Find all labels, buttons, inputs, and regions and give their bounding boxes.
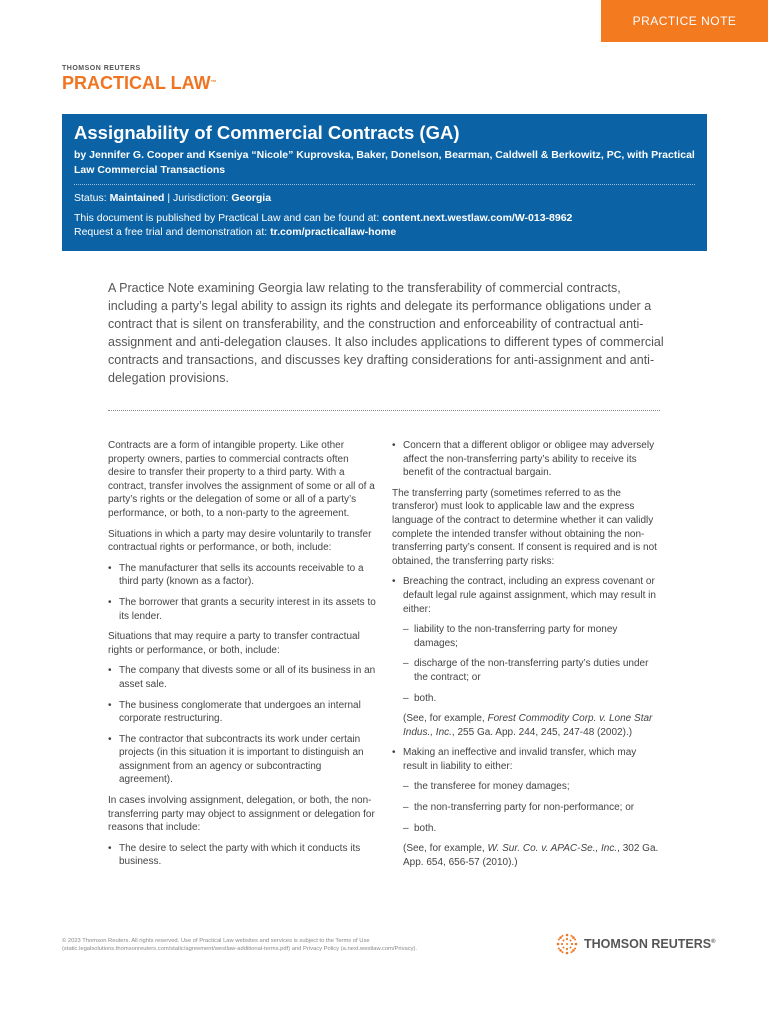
brand-publisher: THOMSON REUTERS <box>62 65 141 72</box>
document-title: Assignability of Commercial Contracts (GA) <box>74 122 460 143</box>
left-column <box>108 439 376 876</box>
dash-list <box>403 623 660 705</box>
copyright-notice: © 2023 Thomson Reuters. All rights reserved. Use of Practical Law websites and services is subject to the Terms of Use (static.legalsolutions.thomsonreuters.com/static/agreement/westlaw-additional-terms.pdf) and Privacy Policy (a.next.westlaw.com/Privacy). <box>62 938 418 952</box>
list-item: – discharge of the non-transferring party’s duties under the contract; or <box>403 657 660 684</box>
list-item: • Breaching the contract, including an express covenant or default legal rule against assignment, which may result in either: <box>392 575 660 616</box>
list-item: • The business conglomerate that undergoes an internal corporate restructuring. <box>108 699 376 726</box>
practical-law-logo <box>62 65 217 94</box>
dash-list <box>403 780 660 835</box>
bullet-list <box>108 562 376 623</box>
practice-note-badge: PRACTICE NOTE <box>601 0 768 42</box>
citation: (See, for example, Forest Commodity Corp. v. Lone Star Indus., Inc., 255 Ga. App. 244, 245, 247-48 (2002).) <box>403 713 653 738</box>
bullet-list <box>392 746 660 773</box>
list-item: • Concern that a different obligor or obligee may adversely affect the non-transferring party’s ability to receive its benefit of the contractual bargain. <box>392 439 660 480</box>
document-link[interactable]: content.next.westlaw.com/W-013-8962 <box>382 212 573 224</box>
list-item: • The contractor that subcontracts its work under certain projects (in this situation it is important to distinguish an assignment from an agency or subcontracting agreement). <box>108 733 376 787</box>
bullet-list <box>392 575 660 616</box>
right-column <box>392 439 660 876</box>
case-name: W. Sur. Co. v. APAC-Se., Inc. <box>487 843 618 855</box>
paragraph: Contracts are a form of intangible property. Like other property owners, parties to commercial contracts often desire to transfer their property to a third party. With a contract, transfer involves the assignment of some or all of a party’s rights or the delegation of some or all of a party’s performance, or both, to a non-party to the agreement. <box>108 440 375 519</box>
document-authors: by Jennifer G. Cooper and Kseniya “Nicole” Kuprovska, Baker, Donelson, Bearman, Caldwell & Berkowitz, PC, with Practical Law Commercial Transactions <box>74 149 695 176</box>
list-item: • The borrower that grants a security interest in its assets to its lender. <box>108 596 376 623</box>
case-name: Forest Commodity Corp. v. Lone Star Indus., Inc. <box>403 713 653 738</box>
brand-name: PRACTICAL LAW™ <box>62 73 217 93</box>
bullet-list <box>108 664 376 787</box>
tr-dots-icon <box>556 933 578 955</box>
list-item: • The desire to select the party with which it conducts its business. <box>108 842 376 869</box>
list-item: – the transferee for money damages; <box>403 780 660 794</box>
citation: (See, for example, W. Sur. Co. v. APAC-Se., Inc., 302 Ga. App. 654, 656-57 (2010).) <box>403 843 659 868</box>
list-item: – liability to the non-transferring party for money damages; <box>403 623 660 650</box>
status-value: Maintained <box>109 192 165 204</box>
status-line: Status: Maintained | Jurisdiction: Georgia <box>74 192 272 204</box>
list-item: – both. <box>403 692 660 706</box>
published-line: This document is published by Practical Law and can be found at: content.next.westlaw.com/W-013-8962 <box>74 212 573 224</box>
paragraph: Situations that may require a party to transfer contractual rights or performance, or both, include: <box>108 631 360 656</box>
thomson-reuters-logo <box>556 933 716 955</box>
trial-link[interactable]: tr.com/practicallaw-home <box>270 226 397 238</box>
trial-line: Request a free trial and demonstration at: tr.com/practicallaw-home <box>74 226 397 238</box>
list-item: • The manufacturer that sells its accounts receivable to a third party (known as a factor). <box>108 562 376 589</box>
list-item: – both. <box>403 822 660 836</box>
bullet-list <box>392 439 660 480</box>
header-divider <box>74 184 695 185</box>
jurisdiction-value: Georgia <box>231 192 272 204</box>
abstract-divider <box>108 410 660 411</box>
paragraph: The transferring party (sometimes referred to as the transferor) must look to applicable law and the express language of the contract to determine whether it can validly complete the intended transfer without obtaining the non-transferring party’s consent. If consent is required and is not obtained, the transferring party risks: <box>392 487 657 567</box>
list-item: • Making an ineffective and invalid transfer, which may result in liability to either: <box>392 746 660 773</box>
paragraph: Situations in which a party may desire voluntarily to transfer contractual rights or performance, or both, include: <box>108 528 372 554</box>
paragraph: In cases involving assignment, delegation, or both, the non-transferring party may object to assignment or delegation for reasons that include: <box>108 795 375 834</box>
tr-logo-text: THOMSON REUTERS® <box>584 937 716 951</box>
bullet-list <box>108 842 376 869</box>
abstract: A Practice Note examining Georgia law relating to the transferability of commercial contracts, including a party’s legal ability to assign its rights and delegate its performance obligations under a contract that is silent on transferability, and the construction and enforceability of contractual anti-assignment and anti-delegation clauses. It also includes applications to different types of commercial contracts and transactions, and discusses key drafting considerations for anti-assignment and anti-delegation provisions. <box>108 281 664 385</box>
list-item: • The company that divests some or all of its business in an asset sale. <box>108 664 376 691</box>
list-item: – the non-transferring party for non-performance; or <box>403 801 660 815</box>
document-header <box>62 114 707 251</box>
